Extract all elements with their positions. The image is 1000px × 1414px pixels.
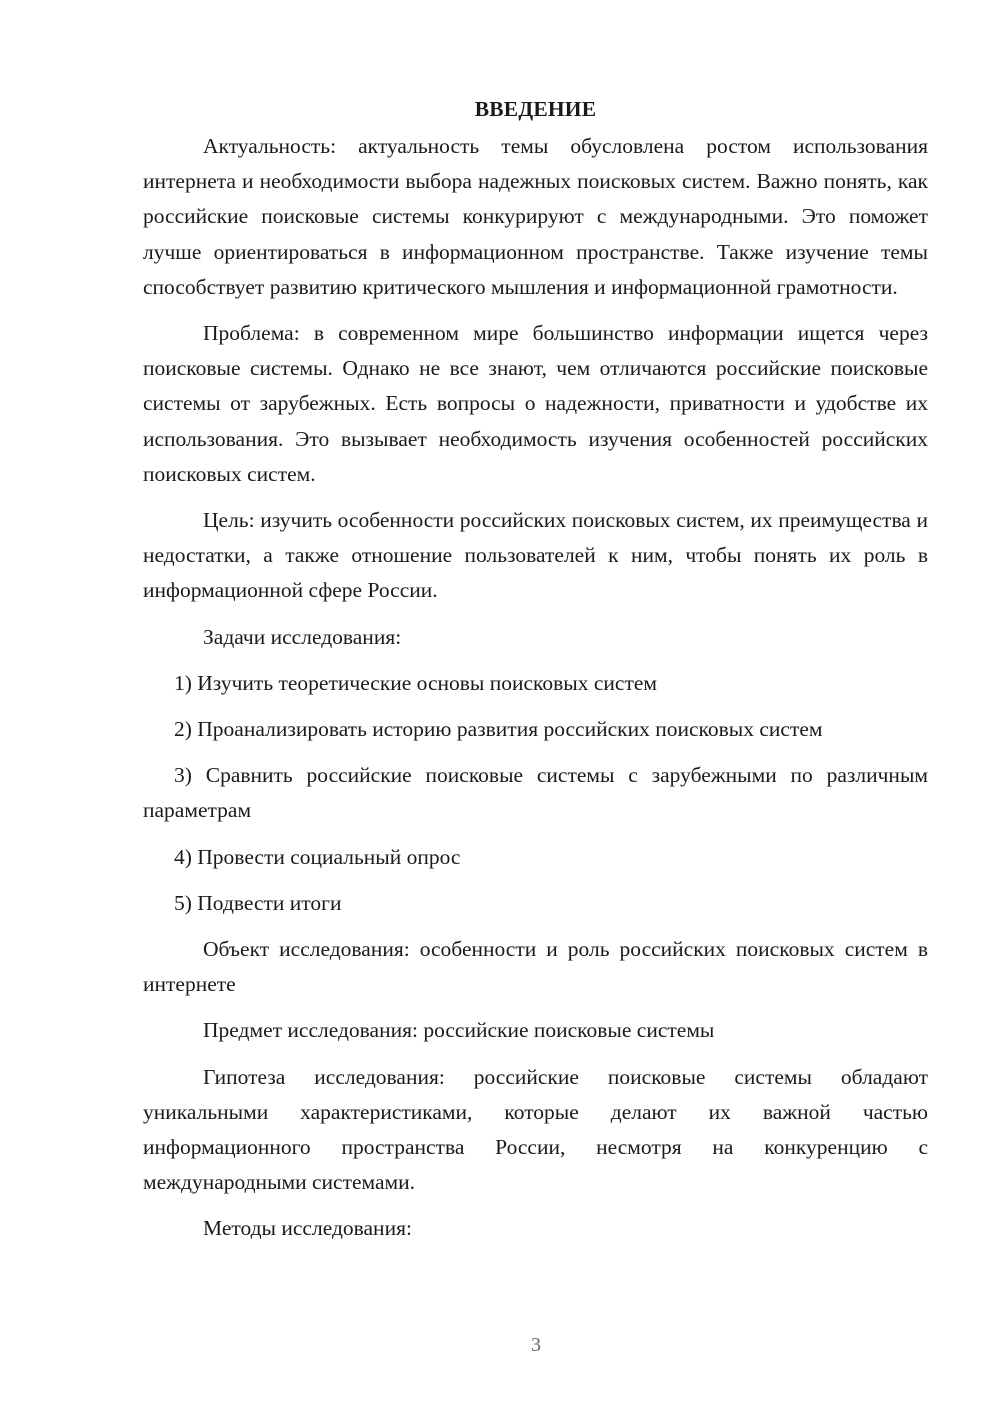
task-item: 5) Подвести итоги: [174, 890, 342, 915]
section-title: ВВЕДЕНИЕ: [474, 97, 597, 121]
document-page: [143, 92, 928, 1247]
tasks-list: [143, 666, 928, 921]
paragraph-problem: Проблема: в современном мире большинство информации ищется через поисковые системы. Однако не все знают, чем отличаются российские поисковые системы от зарубежных. Есть вопросы о надежности, приватности и удобстве их использования. Это вызывает необходимость изучения особенностей российских поисковых систем.: [143, 321, 928, 486]
task-item: 3) Сравнить российские поисковые системы с зарубежными по различным параметрам: [143, 763, 928, 823]
paragraph-relevance: Актуальность: актуальность темы обусловлена ростом использования интернета и необходимости выбора надежных поисковых систем. Важно понять, как российские поисковые системы конкурируют с международными. Это поможет лучше ориентироваться в информационном пространстве. Также изучение темы способствует развитию критического мышления и информационной грамотности.: [143, 134, 928, 299]
tasks-heading: Задачи исследования:: [203, 624, 402, 649]
paragraph-methods: Методы исследования:: [203, 1216, 412, 1241]
task-item: 2) Проанализировать историю развития российских поисковых систем: [174, 717, 823, 742]
paragraph-goal: Цель: изучить особенности российских поисковых систем, их преимущества и недостатки, а также отношение пользователей к ним, чтобы понять их роль в информационной сфере России.: [143, 508, 928, 603]
task-item: 1) Изучить теоретические основы поисковых систем: [174, 670, 658, 695]
paragraph-subject: Предмет исследования: российские поисковые системы: [203, 1018, 715, 1043]
paragraph-hypothesis: Гипотеза исследования: российские поисковые системы обладают уникальными характеристиками, которые делают их важной частью информационного пространства России, несмотря на конкуренцию с международными системами.: [143, 1064, 928, 1195]
paragraph-object: Объект исследования: особенности и роль российских поисковых систем в интернете: [143, 937, 928, 997]
task-item: 4) Провести социальный опрос: [174, 844, 461, 869]
page-number: 3: [531, 1334, 541, 1356]
